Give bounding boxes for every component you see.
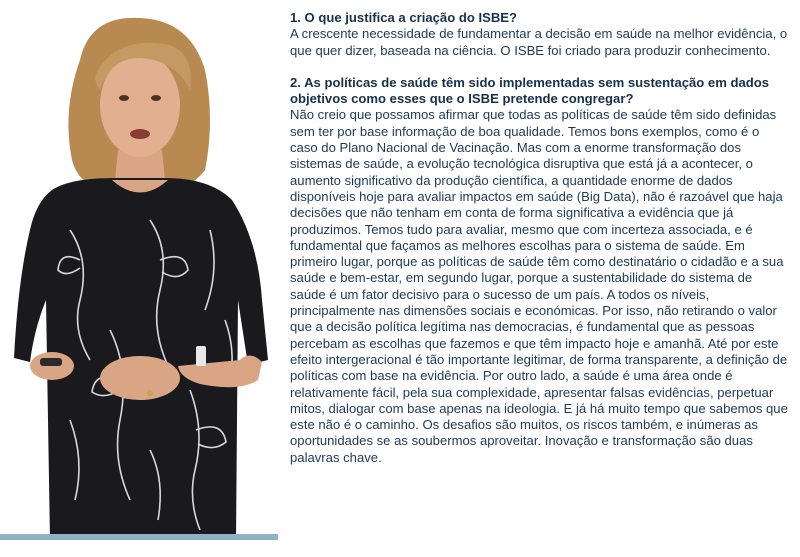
answer-2: Não creio que possamos afirmar que todas as políticas de saúde têm sido definidas sem ter por base informação de boa qualidade. Temos bons exemplos, como é o caso do Plano Nacional de Vacinação. Mas com a enorme transformação dos sistemas de saúde, a evolução tecnológica disruptiva que está já a acontecer, o aumento significativo da produção científica, a quantidade enorme de dados disponíveis hoje para avaliar impactos em saúde (Big Data), não é razoável que haja decisões que não tenham em conta de forma significativa a evidência que já produzimos. Temos tudo para avaliar, mesmo que com incerteza associada, e é fundamental que façamos as melhores escolhas para o sistema de saúde. Em primeiro lugar, porque as políticas de saúde têm como destinatário o cidadão e a sua saúde e bem-estar, em segundo lugar, porque a sustentabilidade do sistema de saúde é um fator decisivo para o sucesso de um país. A todos os níveis, principalmente nas dimensões sociais e económicas. Por isso, não retirando o valor que a decisão política legítima nas democracias, é fundamental que as pessoas percebam as escolhas que fazemos e que têm impacto hoje e amanhã. Até por este efeito intergeracional é tão importante legitimar, de forma transparente, a definição de políticas com base na evidência. Por outro lado, a saúde é uma área onde é relativamente fácil, pela sua complexidade, apresentar falsas evidências, perpetuar mitos, dialogar com base apenas na ideologia. E já há muito tempo que sabemos que este não é o caminho. Os desafios são muitos, os riscos também, e inúmeras as oportunidades se as soubermos aproveitar. Inovação e transformação são duas palavras chave. bbox=[290, 107, 788, 465]
qa-block-1 bbox=[290, 10, 790, 59]
answer-1: A crescente necessidade de fundamentar a decisão em saúde na melhor evidência, o que quer dizer, baseada na ciência. O ISBE foi criado para produzir conhecimento. bbox=[290, 26, 788, 58]
qa-block-2 bbox=[290, 75, 790, 466]
question-1: 1. O que justifica a criação do ISBE? bbox=[290, 10, 518, 25]
portrait-photo bbox=[0, 0, 278, 540]
question-2: 2. As políticas de saúde têm sido implementadas sem sustentação em dados objetivos como esses que o ISBE pretende congregar? bbox=[290, 74, 770, 107]
interview-text bbox=[290, 10, 790, 466]
portrait-illustration bbox=[0, 0, 278, 540]
photo-accent-bar bbox=[0, 534, 278, 540]
